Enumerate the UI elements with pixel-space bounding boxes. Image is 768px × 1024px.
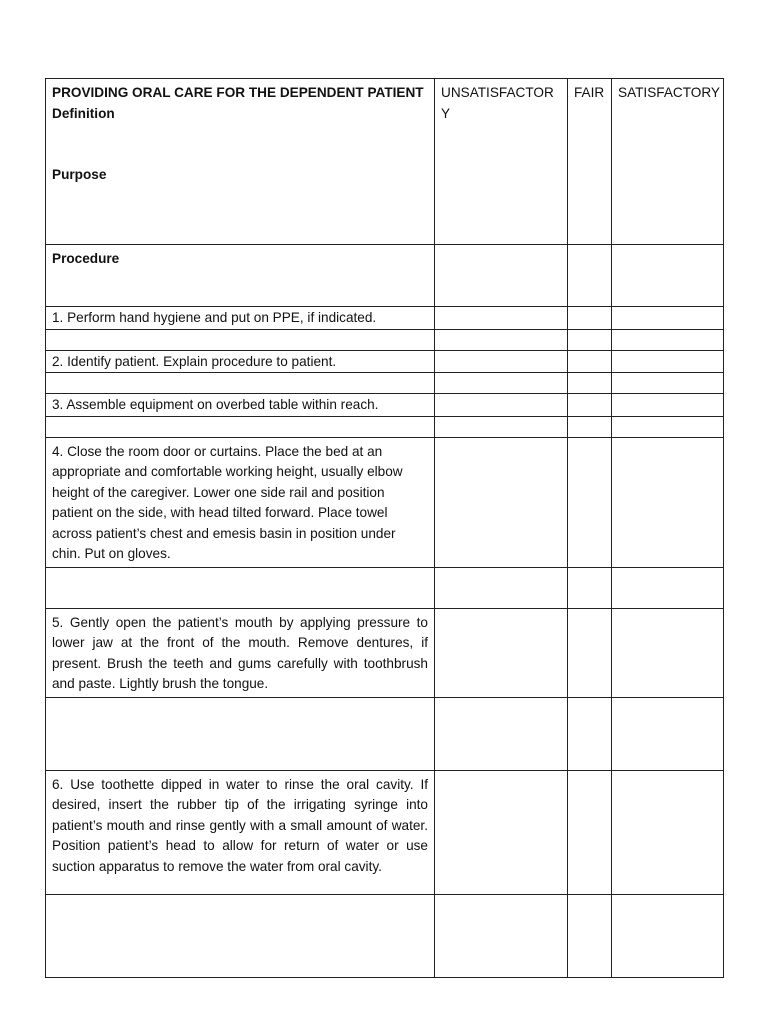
definition-label: Definition [52,105,115,121]
rating-cell[interactable] [435,245,568,307]
rating-cell[interactable] [435,608,568,697]
step-row [46,770,724,894]
rating-cell[interactable] [568,307,612,330]
rating-cell[interactable] [568,608,612,697]
evaluation-checklist-table [45,78,724,978]
rating-cell[interactable] [612,307,724,330]
rating-cell[interactable] [568,245,612,307]
step-row [46,608,724,697]
unsatisfactory-label: UNSATISFACTORY [441,85,554,121]
rating-cell[interactable] [612,437,724,567]
rating-cell[interactable] [612,770,724,894]
satisfactory-label: SATISFACTORY [618,85,720,100]
column-header-satisfactory [612,79,724,245]
rating-cell[interactable] [568,437,612,567]
spacer-row [46,567,724,608]
rating-cell[interactable] [435,394,568,417]
rating-cell[interactable] [568,350,612,373]
step-text: 5. Gently open the patient’s mouth by applying pressure to lower jaw at the front of the mouth. Remove dentures, if present. Brush the teeth and gums carefully with toothbrush and paste. Lightly brush the tongue. [46,608,435,697]
procedure-row [46,245,724,307]
spacer-row [46,373,724,394]
rating-cell[interactable] [435,350,568,373]
rating-cell[interactable] [435,437,568,567]
rating-cell[interactable] [612,608,724,697]
step-text: 4. Close the room door or curtains. Place the bed at an appropriate and comfortable working height, usually elbow height of the caregiver. Lower one side rail and position patient on the side, with head tilted forward. Place towel across patient’s chest and emesis basin in position under chin. Put on gloves. [46,437,435,567]
rating-cell[interactable] [568,770,612,894]
rating-cell[interactable] [612,245,724,307]
rating-cell[interactable] [568,394,612,417]
rating-cell[interactable] [612,350,724,373]
step-text: 3. Assemble equipment on overbed table within reach. [46,394,435,417]
step-row [46,350,724,373]
spacer-row [46,416,724,437]
step-text: 1. Perform hand hygiene and put on PPE, if indicated. [46,307,435,330]
rating-cell[interactable] [435,770,568,894]
column-header-unsatisfactory [435,79,568,245]
spacer-row [46,697,724,770]
column-header-fair [568,79,612,245]
spacer-row [46,329,724,350]
step-text: 2. Identify patient. Explain procedure to patient. [46,350,435,373]
header-row [46,79,724,245]
step-row [46,437,724,567]
title-cell [46,79,435,245]
fair-label: FAIR [574,85,605,100]
purpose-label: Purpose [52,167,107,182]
step-text: 6. Use toothette dipped in water to rinse the oral cavity. If desired, insert the rubber tip of the irrigating syringe into patient’s mouth and rinse gently with a small amount of water. Position patient’s head to allow for return of water or use suction apparatus to remove the water from oral cavity. [46,770,435,894]
form-title: PROVIDING ORAL CARE FOR THE DEPENDENT PATIENT [52,85,424,100]
spacer-row [46,894,724,977]
step-row [46,307,724,330]
rating-cell[interactable] [435,307,568,330]
procedure-label: Procedure [46,245,435,307]
rating-cell[interactable] [612,394,724,417]
step-row [46,394,724,417]
